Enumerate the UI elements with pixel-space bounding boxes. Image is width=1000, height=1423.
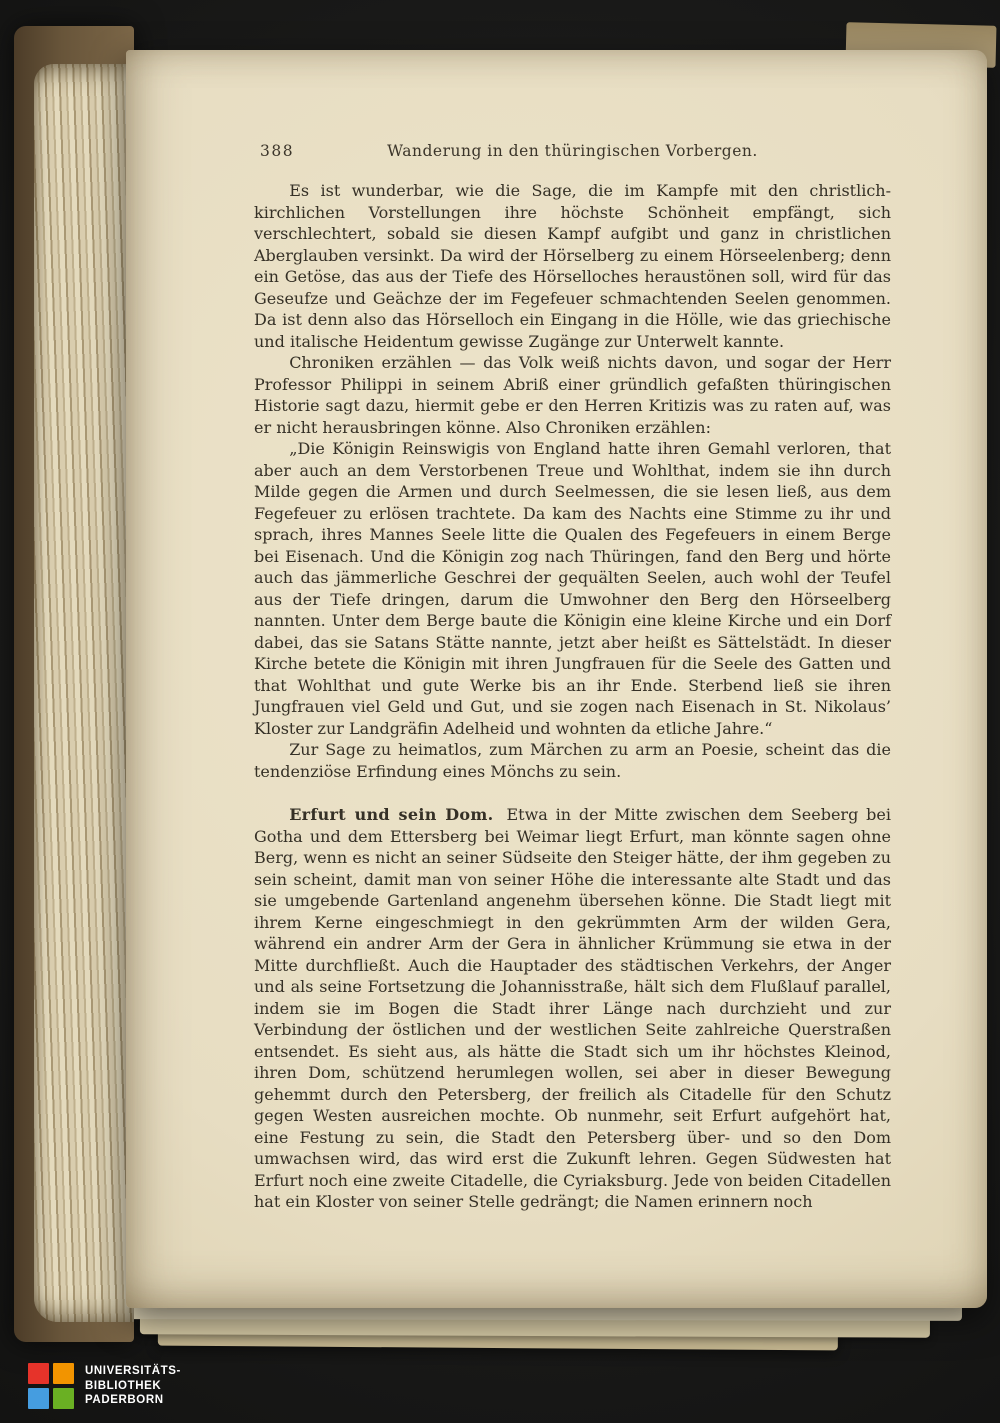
section-heading: Erfurt und sein Dom. — [289, 805, 494, 824]
section-text: Etwa in der Mitte zwischen dem Seeberg bei Gotha und dem Ettersberg bei Weimar liegt Erfurt, man könnte sagen ohne Berg, wenn es nicht an seiner Südseite den Steiger hätte, der ihm gegeben zu sein scheint, damit man von seiner Höhe die interessante alte Stadt und das sie umgebende Gartenland angenehm übersehen könne. Die Stadt liegt mit ihrem Kerne eingeschmiegt in den gekrümmten Arm der wilden Gera, während ein andrer Arm der Gera in ähnlicher Krümmung sie etwa in der Mitte durchfließt. Auch die Hauptader des städtischen Verkehrs, der Anger und als seine Fortsetzung die Johannisstraße, hält sich dem Flußlauf parallel, indem sie im Bogen die Stadt ihrer Länge nach durchzieht und zur Verbindung der östlichen und der westlichen Seite zahlreiche Querstraßen entsendet. Es sieht aus, als hätte die Stadt sich um ihr höchstes Kleinod, ihren Dom, schützend herumlegen wollen, sei aber in dieser Bewegung gehemmt durch den Petersberg, der freilich als Citadelle für den Schutz gegen Westen ausreichen mochte. Ob nunmehr, seit Erfurt aufgehört hat, eine Festung zu sein, die Stadt den Petersberg über- und so den Dom umwachsen wird, das wird erst die Zukunft lehren. Gegen Südwesten hat Erfurt noch eine zweite Citadelle, die Cyriaksburg. Jede von beiden Citadellen hat ein Kloster von seiner Stelle gedrängt; die Namen erinnern noch — [254, 805, 891, 1211]
page-number: 388 — [260, 142, 295, 160]
library-watermark-text — [85, 1364, 181, 1408]
page-text — [254, 180, 891, 1213]
book-page — [126, 50, 987, 1308]
paragraph-2: Chroniken erzählen — das Volk weiß nichts davon, und sogar der Herr Professor Philippi in seinem Abriß einer gründlich gefaßten thüringischen Historie sagt dazu, hiermit gebe er den Herren Kritizis was zu raten auf, was er nicht herausbringen könne. Also Chroniken erzählen: — [254, 353, 891, 437]
page-edge-stack — [34, 64, 134, 1322]
paragraph-1: Es ist wunderbar, wie die Sage, die im Kampfe mit den christlich-kirchlichen Vorstellungen ihre höchste Schönheit empfängt, sich verschlechtert, sobald sie diesen Kampf aufgibt und ganz in christlichen Aberglauben versinkt. Da wird der Hörselberg zu einem Hörseelenberg; denn ein Getöse, das aus der Tiefe des Hörselloches heraustönen soll, wird für das Geseufze und Geächze der im Fegefeuer schmachtenden Seelen genommen. Da ist denn also das Hörselloch ein Eingang in die Hölle, wie das griechische und italische Heidentum gewisse Zugänge zur Unterwelt kannte. — [254, 181, 891, 351]
watermark-line-1: UNIVERSITÄTS- — [85, 1365, 181, 1378]
ub-logo-cell-0 — [28, 1363, 49, 1384]
section-paragraph — [254, 804, 891, 1213]
paragraph-3: Zur Sage zu heimatlos, zum Märchen zu arm an Poesie, scheint das die tendenziöse Erfindung eines Mönchs zu sein. — [254, 740, 891, 781]
watermark-line-2: BIBLIOTHEK — [85, 1379, 162, 1392]
library-watermark — [28, 1363, 181, 1409]
ub-logo-cell-1 — [53, 1363, 74, 1384]
running-header: Wanderung in den thüringischen Vorbergen. — [387, 142, 758, 160]
ub-paderborn-logo-icon — [28, 1363, 74, 1409]
ub-logo-cell-3 — [53, 1388, 74, 1409]
paragraph-quote: „Die Königin Reinswigis von England hatte ihren Gemahl verloren, that aber auch an dem Verstorbenen Treue und Wohlthat, indem sie ihn durch Milde gegen die Armen und durch Seelmessen, die sie lesen ließ, aus dem Fegefeuer zu erlösen trachtete. Da kam des Nachts eine Stimme zu ihr und sprach, ihres Mannes Seele litte die Qualen des Fegefeuers in einem Berge bei Eisenach. Und die Königin zog nach Thüringen, fand den Berg und hörte auch das jämmerliche Geschrei der gequälten Seelen, auch wohl der Teufel aus der Tiefe dringen, darum die Umwohner den Berg den Hörseelberg nannten. Unter dem Berge baute die Königin eine kleine Kirche und ein Dorf dabei, das sie Satans Stätte nannte, jetzt aber heißt es Sättelstädt. In dieser Kirche betete die Königin mit ihren Jungfrauen für die Seele des Gatten und that Wohlthat und gute Werke bis an ihr Ende. Sterbend ließ sie ihren Jungfrauen viel Geld und Gut, und sie zogen nach Eisenach in St. Nikolaus’ Kloster zur Landgräfin Adelheid und wohnten da etliche Jahre.“ — [254, 439, 891, 738]
page-header — [254, 142, 891, 166]
ub-logo-cell-2 — [28, 1388, 49, 1409]
watermark-line-3: PADERBORN — [85, 1394, 164, 1407]
